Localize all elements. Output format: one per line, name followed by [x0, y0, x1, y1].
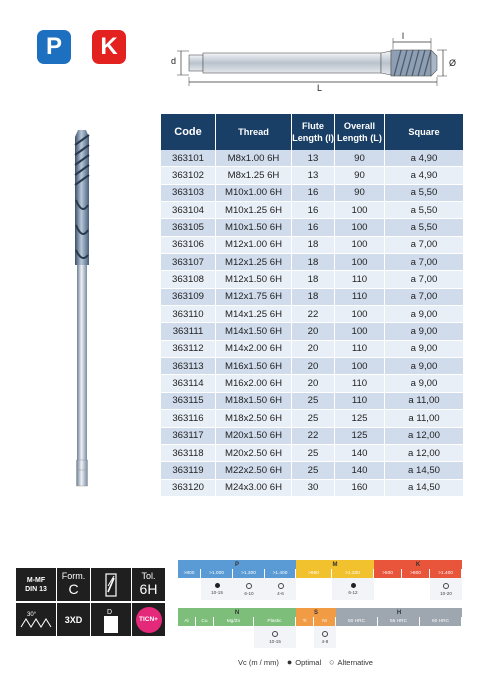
cell-code: 363103	[161, 184, 216, 201]
cell-code: 363111	[161, 323, 216, 340]
tolerance-label: Tol.	[141, 571, 156, 581]
cell-overall-length: 110	[335, 392, 385, 409]
cell-square: a 9,00	[385, 375, 464, 392]
speed-cell	[332, 578, 374, 600]
speed-value: 6-10	[244, 590, 254, 596]
tolerance-value: 6H	[139, 581, 158, 597]
table-row	[161, 167, 463, 184]
table-body	[161, 150, 463, 496]
cell-thread: M14x1.50 6H	[216, 323, 292, 340]
flute-length-label: l	[402, 31, 404, 41]
cell-overall-length: 110	[335, 288, 385, 305]
cell-flute-length: 25	[292, 410, 335, 427]
speed-cell	[314, 626, 336, 648]
cell-code: 363115	[161, 392, 216, 409]
material-group-h: H	[336, 608, 462, 617]
shank-diameter-icon	[96, 606, 126, 634]
speed-value: 10-15	[269, 638, 281, 644]
cell-flute-length: 18	[292, 236, 335, 253]
material-subgroup: Ni	[314, 617, 336, 626]
table-row	[161, 410, 463, 427]
depth-value: 3XD	[64, 614, 83, 625]
material-subgroup: >1.400	[430, 569, 462, 578]
cell-thread: M10x1.50 6H	[216, 219, 292, 236]
cell-flute-length: 13	[292, 150, 335, 167]
cell-thread: M22x2.50 6H	[216, 462, 292, 479]
cell-square: a 5,50	[385, 184, 464, 201]
cell-overall-length: 110	[335, 340, 385, 357]
cell-square: a 7,00	[385, 236, 464, 253]
cell-flute-length: 18	[292, 254, 335, 271]
cell-code: 363112	[161, 340, 216, 357]
material-group-k: K	[374, 560, 462, 569]
cell-thread: M18x2.50 6H	[216, 410, 292, 427]
alternative-dot-icon	[246, 583, 252, 589]
cell-overall-length: 100	[335, 219, 385, 236]
cell-square: a 12,00	[385, 427, 464, 444]
tap-technical-drawing	[165, 24, 465, 96]
table-row	[161, 271, 463, 288]
material-group-n: N	[178, 608, 296, 617]
table-row	[161, 392, 463, 409]
form-icon	[57, 568, 90, 601]
col-header-overall-line2: Length (L)	[337, 133, 382, 143]
material-subgroup: >1.300	[233, 569, 265, 578]
cell-overall-length: 160	[335, 479, 385, 496]
cell-flute-length: 20	[292, 358, 335, 375]
legend-vc: Vc (m / mm)	[238, 657, 279, 667]
tolerance-icon	[132, 568, 165, 601]
col-header-thread: Thread	[216, 114, 292, 150]
tap-product-image	[62, 125, 102, 495]
cell-flute-length: 25	[292, 392, 335, 409]
cell-code: 363110	[161, 306, 216, 323]
cell-overall-length: 100	[335, 358, 385, 375]
cell-flute-length: 20	[292, 340, 335, 357]
material-subgroup: 50 HRC	[336, 617, 378, 626]
cell-thread: M14x1.25 6H	[216, 306, 292, 323]
cell-overall-length: 125	[335, 427, 385, 444]
cell-thread: M20x2.50 6H	[216, 444, 292, 461]
material-subgroup: >500	[374, 569, 402, 578]
speed-cell	[201, 578, 233, 600]
cell-square: a 11,00	[385, 392, 464, 409]
col-header-flute-length	[292, 114, 335, 150]
cell-flute-length: 13	[292, 167, 335, 184]
cell-thread: M20x1.50 6H	[216, 427, 292, 444]
chamfer-icon	[91, 568, 131, 601]
cell-square: a 14,50	[385, 462, 464, 479]
col-header-flute-line2: Length (l)	[292, 133, 334, 143]
cell-overall-length: 110	[335, 375, 385, 392]
cell-thread: M24x3.00 6H	[216, 479, 292, 496]
table-row	[161, 323, 463, 340]
depth-icon	[57, 603, 90, 636]
col-header-overall-length	[335, 114, 385, 150]
cell-square: a 4,90	[385, 167, 464, 184]
material-subgroup: >1.000	[201, 569, 233, 578]
cell-square: a 9,00	[385, 358, 464, 375]
material-subgroup: >1.200	[332, 569, 374, 578]
cell-flute-length: 18	[292, 288, 335, 305]
cell-overall-length: 100	[335, 236, 385, 253]
table-row	[161, 219, 463, 236]
cell-square: a 11,00	[385, 410, 464, 427]
legend-optimal: Optimal	[295, 657, 322, 667]
cell-overall-length: 100	[335, 306, 385, 323]
chamfer-tool-icon	[102, 572, 120, 598]
speed-cell	[254, 626, 296, 648]
cell-code: 363113	[161, 358, 216, 375]
cell-overall-length: 140	[335, 462, 385, 479]
cell-overall-length: 100	[335, 254, 385, 271]
material-subgroup: >800	[178, 569, 201, 578]
cell-flute-length: 25	[292, 462, 335, 479]
cell-thread: M12x1.00 6H	[216, 236, 292, 253]
cell-flute-length: 18	[292, 271, 335, 288]
table-row	[161, 254, 463, 271]
cell-thread: M12x1.25 6H	[216, 254, 292, 271]
cell-code: 363105	[161, 219, 216, 236]
material-group-s: S	[296, 608, 336, 617]
cell-code: 363102	[161, 167, 216, 184]
cell-code: 363101	[161, 150, 216, 167]
col-header-code: Code	[161, 114, 216, 150]
alternative-dot-icon	[272, 631, 278, 637]
logo-p-badge: P	[37, 30, 71, 64]
col-header-square: Square	[385, 114, 464, 150]
thread-angle-icon	[16, 603, 56, 636]
cell-flute-length: 22	[292, 306, 335, 323]
material-speed-table	[178, 560, 462, 660]
col-header-flute-line1: Flute	[302, 121, 324, 131]
cell-code: 363107	[161, 254, 216, 271]
cell-overall-length: 100	[335, 202, 385, 219]
table-row	[161, 184, 463, 201]
form-label: Form.	[61, 571, 86, 581]
cell-square: a 12,00	[385, 444, 464, 461]
angle-text: 30°	[27, 611, 37, 618]
speed-value: 10-20	[440, 590, 452, 596]
cell-overall-length: 90	[335, 184, 385, 201]
cell-thread: M8x1.25 6H	[216, 167, 292, 184]
cell-thread: M14x2.00 6H	[216, 340, 292, 357]
material-subgroup: 60 HRC	[420, 617, 462, 626]
speed-value: 4-6	[277, 590, 284, 596]
standard-icon	[16, 568, 56, 601]
cell-square: a 7,00	[385, 254, 464, 271]
material-subgroup: Mg/Zn	[214, 617, 254, 626]
table-row	[161, 150, 463, 167]
thread-profile-icon	[19, 609, 53, 631]
material-subgroup: >800	[402, 569, 430, 578]
standard-line2: DIN 13	[25, 585, 47, 593]
cell-square: a 9,00	[385, 306, 464, 323]
cell-overall-length: 110	[335, 271, 385, 288]
speed-cell	[430, 578, 462, 600]
cell-flute-length: 16	[292, 219, 335, 236]
cell-overall-length: 100	[335, 323, 385, 340]
shank-text: D	[107, 608, 113, 616]
shank-diameter-label: d	[171, 56, 177, 66]
cell-square: a 7,00	[385, 271, 464, 288]
cell-thread: M10x1.00 6H	[216, 184, 292, 201]
speed-value: 4-8	[321, 638, 329, 644]
material-subgroup: 55 HRC	[378, 617, 420, 626]
optimal-dot-icon	[215, 583, 220, 588]
cell-thread: M12x1.75 6H	[216, 288, 292, 305]
material-subgroup: Cu	[196, 617, 214, 626]
cell-flute-length: 25	[292, 444, 335, 461]
cell-square: a 14,50	[385, 479, 464, 496]
overall-length-label: L	[317, 83, 323, 93]
cell-thread: M16x2.00 6H	[216, 375, 292, 392]
cell-flute-length: 20	[292, 375, 335, 392]
alternative-dot-icon: ○	[329, 657, 335, 667]
cell-flute-length: 20	[292, 323, 335, 340]
cell-square: a 9,00	[385, 340, 464, 357]
table-row	[161, 375, 463, 392]
table-row	[161, 358, 463, 375]
table-row	[161, 202, 463, 219]
standard-line1: M-MF	[26, 576, 46, 584]
optimal-dot-icon: ●	[286, 657, 293, 667]
logo-k-badge: K	[92, 30, 126, 64]
material-group-p: P	[178, 560, 296, 569]
speed-cell	[265, 578, 296, 600]
coating-icon	[132, 603, 165, 636]
table-row	[161, 236, 463, 253]
coating-badge: TICN+	[136, 607, 162, 633]
cell-code: 363108	[161, 271, 216, 288]
cell-code: 363109	[161, 288, 216, 305]
table-row	[161, 462, 463, 479]
product-spec-table	[161, 114, 463, 497]
cell-square: a 5,50	[385, 202, 464, 219]
cell-thread: M10x1.25 6H	[216, 202, 292, 219]
cell-thread: M16x1.50 6H	[216, 358, 292, 375]
cell-code: 363119	[161, 462, 216, 479]
material-subgroup: Ti	[296, 617, 314, 626]
alternative-dot-icon	[443, 583, 449, 589]
cell-square: a 5,50	[385, 219, 464, 236]
material-subgroup: Plastic	[254, 617, 296, 626]
alternative-dot-icon	[278, 583, 284, 589]
cell-thread: M12x1.50 6H	[216, 271, 292, 288]
cell-thread: M18x1.50 6H	[216, 392, 292, 409]
table-row	[161, 444, 463, 461]
cell-flute-length: 22	[292, 427, 335, 444]
table-row	[161, 479, 463, 496]
cell-flute-length: 16	[292, 202, 335, 219]
table-row	[161, 306, 463, 323]
cell-flute-length: 16	[292, 184, 335, 201]
cell-code: 363104	[161, 202, 216, 219]
col-header-overall-line1: Overall	[343, 121, 376, 131]
shank-icon	[91, 603, 131, 636]
speed-value: 10-15	[211, 590, 223, 595]
cell-code: 363120	[161, 479, 216, 496]
material-subgroup: >1.400	[265, 569, 296, 578]
optimal-dot-icon	[351, 583, 356, 588]
form-value: C	[68, 581, 79, 597]
table-row	[161, 288, 463, 305]
legend-alternative: Alternative	[337, 657, 373, 667]
table-header-row	[161, 114, 463, 150]
cell-overall-length: 90	[335, 167, 385, 184]
cell-code: 363106	[161, 236, 216, 253]
nominal-diameter-label: Ø	[449, 58, 457, 68]
table-row	[161, 427, 463, 444]
material-group-m: M	[296, 560, 374, 569]
cell-overall-length: 125	[335, 410, 385, 427]
cell-code: 363118	[161, 444, 216, 461]
cell-overall-length: 90	[335, 150, 385, 167]
cell-square: a 9,00	[385, 323, 464, 340]
cell-code: 363117	[161, 427, 216, 444]
alternative-dot-icon	[322, 631, 328, 637]
cell-square: a 7,00	[385, 288, 464, 305]
cell-square: a 4,90	[385, 150, 464, 167]
cell-flute-length: 30	[292, 479, 335, 496]
speed-cell	[233, 578, 265, 600]
speed-legend	[238, 657, 373, 667]
cell-code: 363116	[161, 410, 216, 427]
material-subgroup: Al	[178, 617, 196, 626]
cell-thread: M8x1.00 6H	[216, 150, 292, 167]
table-row	[161, 340, 463, 357]
speed-value: 6-12	[348, 590, 358, 595]
material-subgroup: >950	[296, 569, 332, 578]
cell-overall-length: 140	[335, 444, 385, 461]
cell-code: 363114	[161, 375, 216, 392]
